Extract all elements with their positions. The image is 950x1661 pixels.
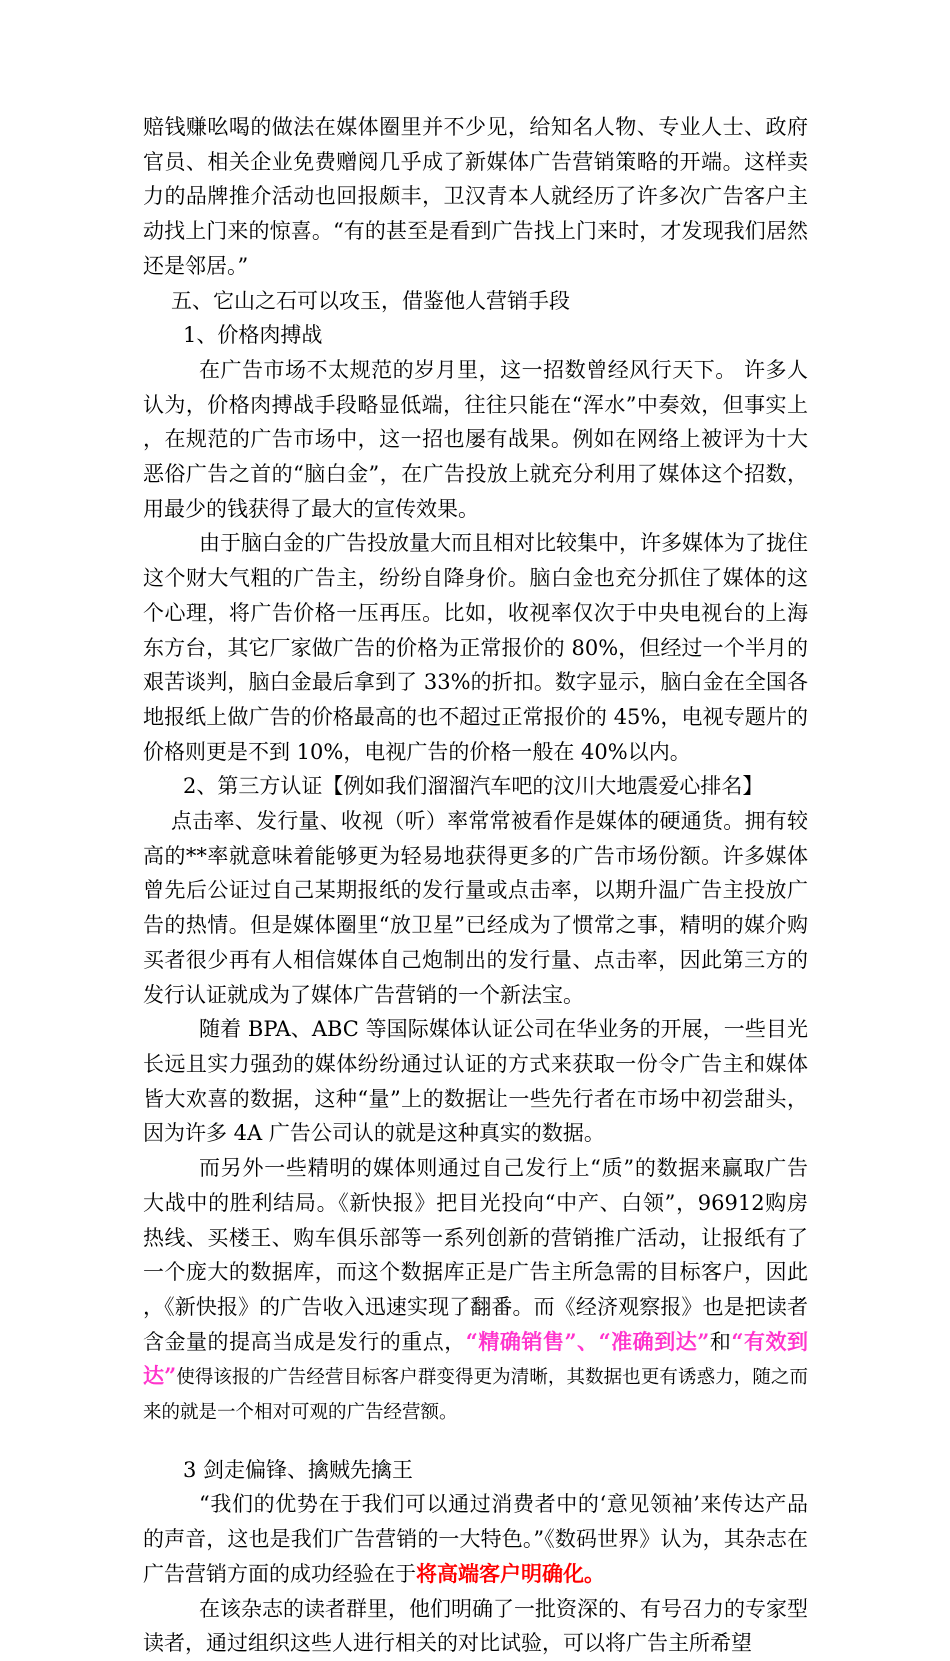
paragraph-expert-readers: 在该杂志的读者群里，他们明确了一批资深的、有号召力的专家型读者，通过组织这些人进行相关的对比试验，可以将广告主所希望 [143, 1596, 808, 1656]
document-page [143, 110, 808, 1661]
paragraph-opinion-leaders-text: “我们的优势在于我们可以通过消费者中的‘意见领袖’来传达产品的声音，这也是我们广告营销的一大特色。”《数码世界》认为，其杂志在广告营销方面的成功经验在于 [143, 1492, 808, 1586]
paragraph-gap [143, 1429, 808, 1453]
paragraph-free-distribution: 赔钱赚吆喝的做法在媒体圈里并不少见，给知名人物、专业人士、政府官员、相关企业免费赠阅几乎成了新媒体广告营销策略的开端。这样卖力的品牌推介活动也回报颇丰，卫汉青本人就经历了许多次广告客户主动找上门来的惊喜。“有的甚至是看到广告找上门来时，才发现我们居然还是邻居。” [143, 115, 808, 278]
paragraph-hard-currency: 点击率、发行量、收视（听）率常常被看作是媒体的硬通货。拥有较高的**率就意味着能够更为轻易地获得更多的广告市场份额。许多媒体曾先后公证过自己某期报纸的发行量或点击率，以期升温广告主投放广告的热情。但是媒体圈里“放卫星”已经成为了惯常之事，精明的媒介购买者很少再有人相信媒体自己炮制出的发行量、点击率，因此第三方的发行认证就成为了媒体广告营销的一个新法宝。 [143, 809, 808, 1007]
highlight-effective-reach: “有效到达” [143, 1328, 809, 1389]
highlight-high-end-clients: 将高端客户明确化。 [416, 1560, 605, 1586]
section-heading-5: 五、它山之石可以攻玉，借鉴他人营销手段 [171, 288, 570, 313]
paragraph-price-war: 在广告市场不太规范的岁月里，这一招数曾经风行天下。 许多人认为，价格肉搏战手段略显低端，往往只能在“浑水”中奏效，但事实上，在规范的广告市场中，这一招也屡有战果。例如在网络上被评为十大恶俗广告之首的“脑白金”，在广告投放上就充分利用了媒体这个招数，用最少的钱获得了最大的宣传效果。 [143, 357, 808, 521]
paragraph-quality-data [143, 1151, 808, 1429]
subheading-price-war: 1、价格肉搏战 [183, 323, 323, 348]
subheading-opinion-leaders: 3 剑走偏锋、擒贼先擒王 [183, 1457, 414, 1482]
highlight-precise-sales: “精确销售”、“准确到达” [465, 1328, 710, 1354]
paragraph-certification: 随着 BPA、ABC 等国际媒体认证公司在华业务的开展，一些目光长远且实力强劲的媒体纷纷通过认证的方式来获取一份令广告主和媒体皆大欢喜的数据，这种“量”上的数据让一些先行者在市场中初尝甜头，因为许多 4A 广告公司认的就是这种真实的数据。 [143, 1017, 808, 1146]
conjunction-and: 和 [709, 1329, 732, 1354]
paragraph-quality-data-tail: 使得该报的广告经营目标客户群变得更为清晰，其数据也更有诱惑力，随之而来的就是一个相对可观的广告经营额。 [143, 1367, 808, 1424]
subheading-third-party: 2、第三方认证【例如我们溜溜汽车吧的汶川大地震爱心排名】 [183, 774, 764, 799]
paragraph-quality-data-text: 而另外一些精明的媒体则通过自己发行上“质”的数据来赢取广告大战中的胜利结局。《新快报》把目光投向“中产、白领”，96912购房热线、买楼王、购车俱乐部等一系列创新的营销推广活动，让报纸有了一个庞大的数据库，而这个数据库正是广告主所急需的目标客户，因此，《新快报》的广告收入迅速实现了翻番。而《经济观察报》也是把读者含金量的提高当成是发行的重点， [143, 1156, 808, 1354]
paragraph-opinion-leaders [143, 1487, 808, 1591]
paragraph-naobaijin: 由于脑白金的广告投放量大而且相对比较集中，许多媒体为了拢住这个财大气粗的广告主，纷纷自降身价。脑白金也充分抓住了媒体的这个心理，将广告价格一压再压。比如，收视率仅次于中央电视台的上海东方台，其它厂家做广告的价格为正常报价的 80%，但经过一个半月的艰苦谈判，脑白金最后拿到了 33%的折扣。数字显示，脑白金在全国各地报纸上做广告的价格最高的也不超过正常报价的 45%，电视专题片的价格则更是不到 10%，电视广告的价格一般在 40%以内。 [143, 531, 808, 764]
